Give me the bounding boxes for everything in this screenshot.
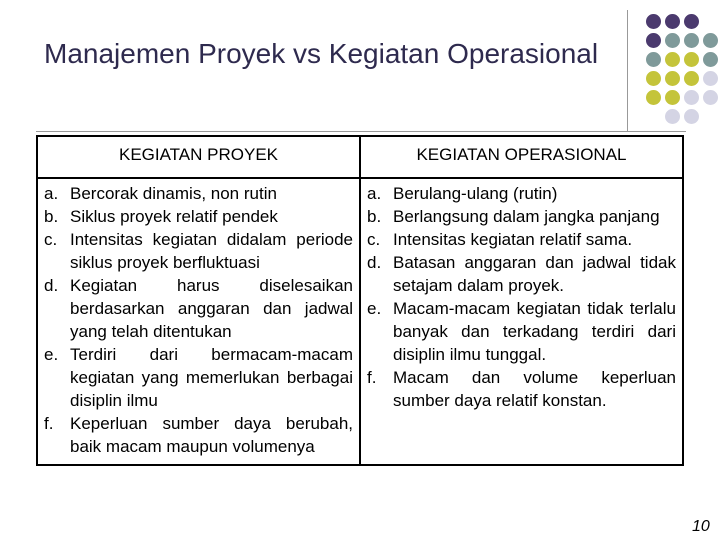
list-item [38, 228, 353, 274]
list-item [361, 297, 676, 366]
header-project: KEGIATAN PROYEK [37, 136, 360, 178]
list-item-letter: f. [44, 414, 54, 433]
list-item [38, 343, 353, 412]
decorative-dot [665, 33, 680, 48]
decorative-dot [646, 90, 661, 105]
decorative-dot [684, 33, 699, 48]
page-number: 10 [692, 518, 710, 535]
list-item-letter: a. [367, 184, 382, 203]
list-item [38, 274, 353, 343]
decorative-dot [646, 14, 661, 29]
list-item [361, 182, 676, 205]
list-item [38, 182, 353, 205]
decorative-dot [665, 14, 680, 29]
decorative-dot [703, 71, 718, 86]
slide-title: Manajemen Proyek vs Kegiatan Operasional [44, 38, 599, 69]
list-item-letter: e. [44, 345, 59, 364]
list-item-text: Intensitas kegiatan didalam periode siklus proyek berfluktuasi [70, 230, 353, 272]
decorative-dot [646, 71, 661, 86]
list-item-text: Keperluan sumber daya berubah, baik macam maupun volumenya [70, 414, 353, 456]
decorative-dot [646, 33, 661, 48]
decorative-dot [665, 71, 680, 86]
decorative-dot [684, 71, 699, 86]
decorative-dot [703, 33, 718, 48]
vertical-divider [627, 10, 628, 132]
list-item [361, 205, 676, 228]
list-item-letter: c. [44, 230, 58, 249]
list-item [361, 366, 676, 412]
list-item-letter: b. [44, 207, 59, 226]
list-item-text: Macam-macam kegiatan tidak terlalu banyak dan terkadang terdiri dari disiplin ilmu tunggal. [393, 299, 676, 364]
list-item-text: Berlangsung dalam jangka panjang [393, 207, 660, 226]
decorative-dot [665, 90, 680, 105]
list-item-letter: d. [367, 253, 382, 272]
comparison-table [36, 135, 684, 466]
column-project [37, 178, 360, 465]
list-item-text: Kegiatan harus diselesaikan berdasarkan anggaran dan jadwal yang telah ditentukan [70, 276, 353, 341]
decorative-dot [684, 52, 699, 67]
list-item-text: Intensitas kegiatan relatif sama. [393, 230, 633, 249]
list-item-letter: f. [367, 368, 377, 387]
decorative-dot [703, 90, 718, 105]
list-item-letter: c. [367, 230, 381, 249]
list-item [361, 228, 676, 251]
list-item-text: Siklus proyek relatif pendek [70, 207, 278, 226]
project-list [38, 179, 359, 464]
list-item-text: Berulang-ulang (rutin) [393, 184, 558, 203]
list-item-letter: e. [367, 299, 382, 318]
decorative-dot [646, 52, 661, 67]
decorative-dot [703, 52, 718, 67]
column-operational [360, 178, 683, 465]
list-item-letter: d. [44, 276, 59, 295]
list-item-text: Bercorak dinamis, non rutin [70, 184, 277, 203]
decorative-dot [684, 14, 699, 29]
operational-list [361, 179, 682, 418]
list-item-text: Terdiri dari bermacam-macam kegiatan yang memerlukan berbagai disiplin ilmu [70, 345, 353, 410]
list-item-letter: a. [44, 184, 59, 203]
list-item [361, 251, 676, 297]
decorative-dot [665, 52, 680, 67]
horizontal-divider [36, 131, 686, 132]
list-item [38, 412, 353, 458]
header-operational: KEGIATAN OPERASIONAL [360, 136, 683, 178]
list-item-text: Macam dan volume keperluan sumber daya relatif konstan. [393, 368, 676, 410]
list-item-text: Batasan anggaran dan jadwal tidak setajam dalam proyek. [393, 253, 676, 295]
decorative-dot [684, 90, 699, 105]
list-item [38, 205, 353, 228]
list-item-letter: b. [367, 207, 382, 226]
decorative-dot [684, 109, 699, 124]
decorative-dot [665, 109, 680, 124]
